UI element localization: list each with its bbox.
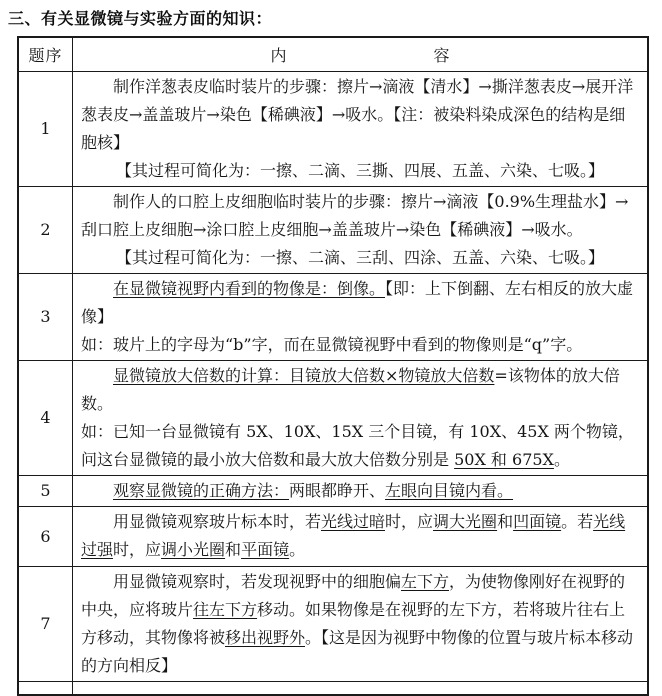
row-number-cell: 5 (18, 475, 73, 506)
table-row (18, 273, 648, 360)
row-content-cell (73, 506, 649, 566)
text-segment: 制作洋葱表皮临时装片的步骤：擦片→滴液【清水】→撕洋葱表皮→展开洋葱表皮→盖盖玻片→染色【稀碘液】→吸水。【注：被染料染成深色的结构是细胞核】 (81, 76, 634, 152)
row-content-cell (73, 360, 649, 475)
table-body (18, 71, 648, 695)
table-row (18, 71, 648, 186)
page-title: 三、有关显微镜与实验方面的知识： (8, 9, 273, 28)
text-segment: 和 (225, 540, 242, 559)
text-segment: 和 (497, 512, 514, 531)
text-segment: 【其过程可简化为：一擦、二滴、三撕、四展、五盖、六染、七吸。】 (115, 160, 604, 180)
row-content-cell (73, 566, 649, 681)
table-row (18, 475, 648, 506)
content-paragraph (81, 73, 639, 157)
underlined-text: 平面镜 (241, 540, 290, 559)
content-paragraph (81, 508, 639, 564)
table-row (18, 566, 648, 681)
text-segment: =该物体的放大倍数。 (81, 365, 620, 413)
row-content-cell (73, 71, 649, 186)
underlined-text: 左下方 (401, 571, 450, 591)
content-paragraph (81, 188, 639, 244)
content-paragraph (81, 275, 639, 331)
underlined-text: 在显微镜视野内看到的物像是：倒像。 (113, 278, 386, 298)
content-paragraph (81, 568, 639, 680)
underlined-text: 调大光圈 (433, 512, 498, 531)
row-content-cell (73, 186, 649, 273)
row-content-cell (73, 273, 649, 360)
knowledge-table (17, 36, 649, 696)
text-segment: 两眼都睁开、 (289, 480, 386, 500)
row-number-cell: 1 (18, 71, 73, 186)
content-paragraph (81, 477, 639, 505)
row-number-cell: 3 (18, 273, 73, 360)
row-content-cell (73, 475, 649, 506)
text-segment: 。 (553, 449, 570, 469)
underlined-text: 调小光圈 (161, 540, 226, 559)
text-segment: 如：玻片上的字母为“b”字，而在显微镜视野中看到的物像则是“q”字。 (81, 334, 583, 354)
text-segment: 【即：上下倒翻、左右相反的放大虚像】 (81, 278, 634, 326)
header-content (73, 37, 649, 71)
table-row (18, 506, 648, 566)
header-content-char-left: 内 (270, 45, 287, 65)
underlined-text: 凹面镜 (513, 512, 562, 531)
underlined-text: 光线过暗 (321, 512, 386, 531)
text-segment: 。【这是因为视野中物像的位置与玻片标本移动的方向相反】 (81, 627, 634, 675)
content-paragraph (81, 418, 639, 474)
text-segment: 用显微镜观察时，若发现视野中的细胞偏 (113, 571, 402, 591)
content-paragraph (81, 157, 639, 185)
text-segment: 。若 (561, 512, 594, 531)
row-number-cell: 7 (18, 566, 73, 681)
table-row (18, 681, 648, 695)
text-segment: 时，应 (385, 512, 434, 531)
content-paragraph (81, 362, 639, 418)
underlined-text: 移出视野外 (225, 627, 306, 647)
header-content-char-right: 容 (433, 45, 450, 65)
content-paragraph (81, 244, 639, 272)
underlined-text: 左眼向目镜内看。 (385, 480, 514, 500)
text-segment: 时，应 (113, 540, 162, 559)
row-number-cell (18, 681, 73, 695)
table-header (18, 37, 648, 71)
table-header-row (18, 37, 648, 71)
text-segment: 用显微镜观察玻片标本时，若 (113, 512, 322, 531)
underlined-text: 显微镜放大倍数的计算：目镜放大倍数×物镜放大倍数 (113, 365, 495, 385)
text-segment: 。 (289, 540, 306, 559)
table-row (18, 186, 648, 273)
row-content-cell (73, 681, 649, 695)
text-segment: 如：已知一台显微镜有 5X、10X、15X 三个目镜，有 10X、45X 两个物镜，问这台显微镜的最小放大倍数和最大放大倍数分别是 (81, 421, 634, 469)
table-row (18, 360, 648, 475)
header-content-label (74, 43, 646, 66)
row-number-cell: 4 (18, 360, 73, 475)
text-segment: 【其过程可简化为：一擦、二滴、三刮、四涂、五盖、六染、七吸。】 (115, 247, 604, 267)
row-number-cell: 6 (18, 506, 73, 566)
text-segment: 移动。如果物像是在视野的左下方，若将玻片往右上方移动，其物像将被 (81, 599, 626, 647)
text-segment: ，为使物像刚好在视野的中央，应将玻片 (81, 571, 626, 619)
underlined-text: 光线过强 (81, 512, 626, 559)
row-number-cell: 2 (18, 186, 73, 273)
content-paragraph (81, 331, 639, 359)
underlined-text: 观察显微镜的正确方法： (113, 480, 290, 500)
underlined-text: 往左下方 (193, 599, 258, 619)
text-segment: 制作人的口腔上皮细胞临时装片的步骤：擦片→滴液【0.9%生理盐水】→ 刮口腔上皮细胞→涂口腔上皮细胞→盖盖玻片→染色【稀碘液】→吸水。 (81, 191, 629, 239)
header-question-number: 题序 (18, 37, 73, 71)
underlined-text: 50X 和 675X (454, 449, 554, 469)
